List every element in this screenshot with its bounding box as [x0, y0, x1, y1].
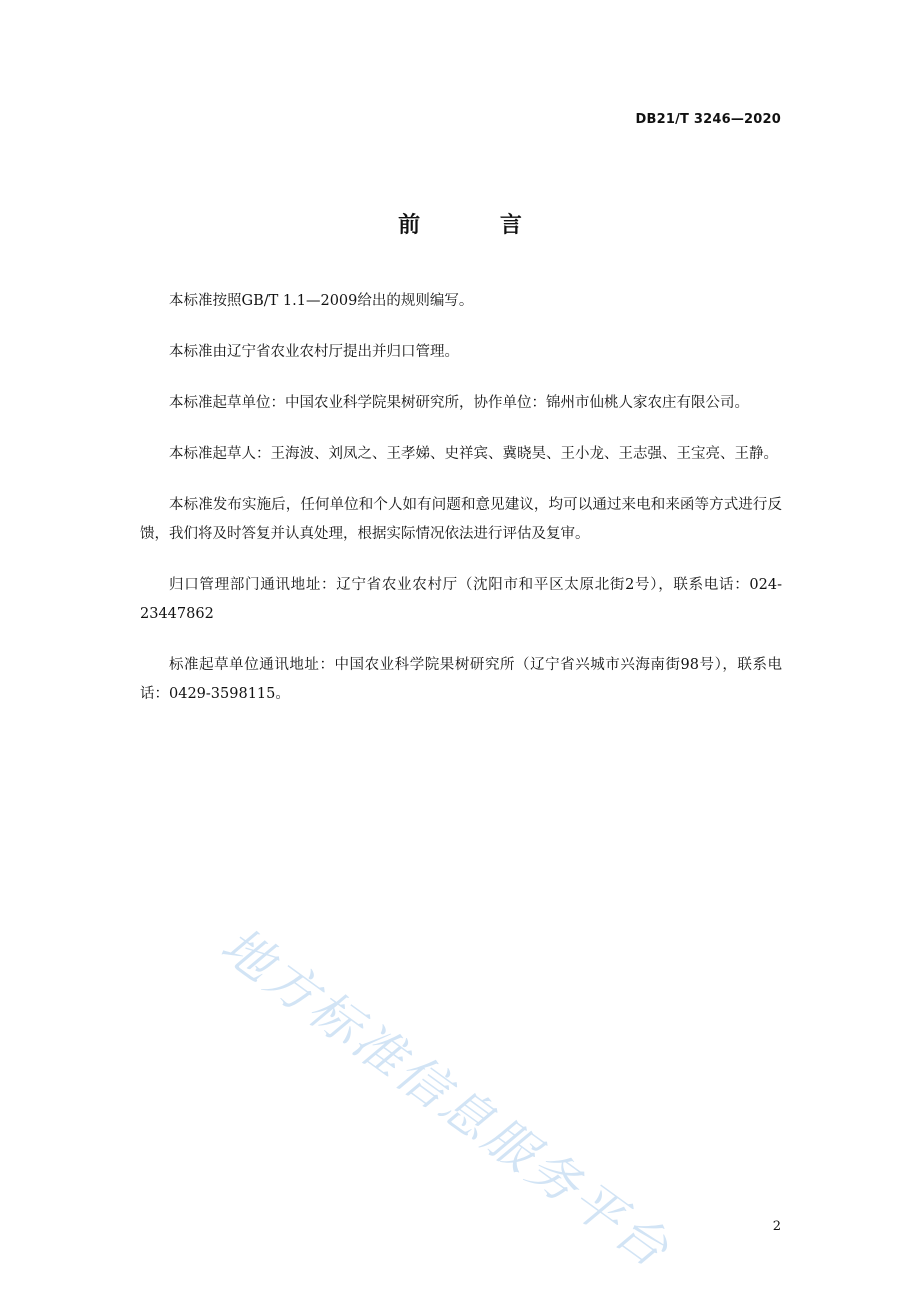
page-title: 前 言	[398, 212, 558, 238]
paragraph-proposer: 本标准由辽宁省农业农村厅提出并归口管理。	[169, 344, 459, 360]
watermark: 地方标准信息服务平台	[210, 915, 682, 1281]
paragraph-drafting-rules: 本标准按照GB/T 1.1—2009给出的规则编写。	[169, 293, 474, 309]
document-body	[140, 287, 782, 731]
paragraph-drafters: 本标准起草人：王海波、刘凤之、王孝娣、史祥宾、冀晓昊、王小龙、王志强、王宝亮、王静。	[169, 446, 778, 462]
paragraph-drafting-units: 本标准起草单位：中国农业科学院果树研究所，协作单位：锦州市仙桃人家农庄有限公司。	[169, 395, 749, 411]
page-number: 2	[772, 1219, 781, 1234]
paragraph-drafter-address: 标准起草单位通讯地址：中国农业科学院果树研究所（辽宁省兴城市兴海南街98号），联系电话：0429-3598115。	[140, 657, 782, 702]
paragraph-authority-address: 归口管理部门通讯地址：辽宁省农业农村厅（沈阳市和平区太原北街2号），联系电话：024-23447862	[140, 577, 782, 622]
paragraph-feedback: 本标准发布实施后，任何单位和个人如有问题和意见建议，均可以通过来电和来函等方式进行反馈，我们将及时答复并认真处理，根据实际情况依法进行评估及复审。	[140, 497, 782, 542]
document-code: DB21/T 3246—2020	[635, 112, 781, 127]
